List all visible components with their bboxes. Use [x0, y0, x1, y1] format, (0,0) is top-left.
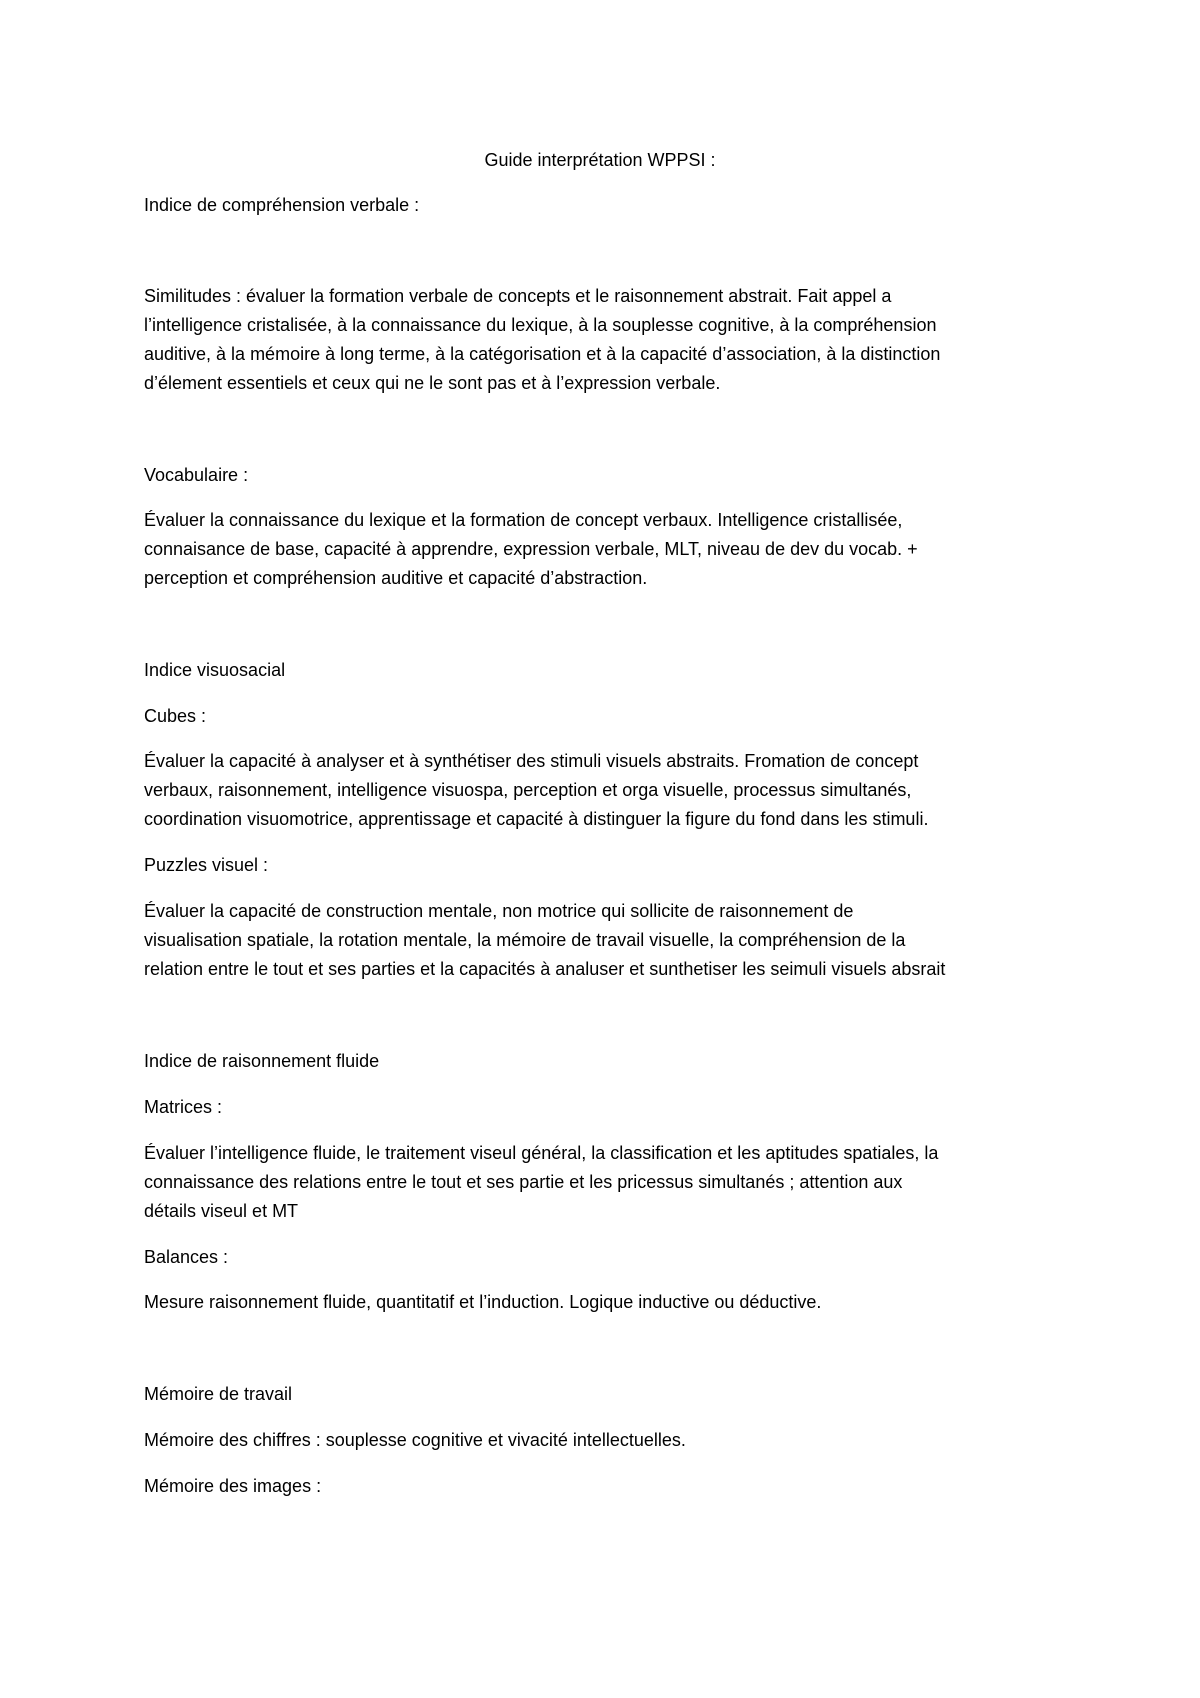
section-heading-visuospatial: Indice visuosacial: [144, 660, 286, 680]
balances-line-1: Mesure raisonnement fluide, quantitatif et l’induction. Logique inductive ou déductive.: [144, 1292, 822, 1312]
vocabulaire-line-3: perception et compréhension auditive et capacité d’abstraction.: [144, 568, 648, 588]
matrices-line-1: Évaluer l’intelligence fluide, le traitement viseul général, la classification et les aptitudes spatiales, la: [144, 1143, 939, 1163]
memoire-images-heading: Mémoire des images :: [144, 1476, 322, 1496]
similitudes-line-3: auditive, à la mémoire à long terme, à la catégorisation et à la capacité d’association, à la distinction: [144, 344, 941, 364]
matrices-line-2: connaissance des relations entre le tout et ses partie et les pricessus simultanés ; attention aux: [144, 1172, 903, 1192]
cubes-heading: Cubes :: [144, 706, 207, 726]
section-heading-fluid-reasoning: Indice de raisonnement fluide: [144, 1051, 380, 1071]
vocabulaire-heading: Vocabulaire :: [144, 465, 249, 485]
matrices-heading: Matrices :: [144, 1097, 223, 1117]
section-heading-verbal-comprehension: Indice de compréhension verbale :: [144, 195, 420, 215]
puzzles-heading: Puzzles visuel :: [144, 855, 269, 875]
vocabulaire-line-1: Évaluer la connaissance du lexique et la formation de concept verbaux. Intelligence cristallisée,: [144, 510, 903, 530]
vocabulaire-line-2: connaisance de base, capacité à apprendre, expression verbale, MLT, niveau de dev du vocab. +: [144, 539, 918, 559]
puzzles-line-3: relation entre le tout et ses parties et la capacités à analuser et sunthetiser les seimuli visuels absrait: [144, 959, 946, 979]
balances-heading: Balances :: [144, 1247, 229, 1267]
document-title: Guide interprétation WPPSI :: [484, 150, 716, 170]
similitudes-line-2: l’intelligence cristalisée, à la connaissance du lexique, à la souplesse cognitive, à la compréhension: [144, 315, 937, 335]
similitudes-line-1: Similitudes : évaluer la formation verbale de concepts et le raisonnement abstrait. Fait appel a: [144, 286, 892, 306]
cubes-line-3: coordination visuomotrice, apprentissage et capacité à distinguer la figure du fond dans les stimuli.: [144, 809, 929, 829]
section-heading-working-memory: Mémoire de travail: [144, 1384, 293, 1404]
puzzles-line-1: Évaluer la capacité de construction mentale, non motrice qui sollicite de raisonnement de: [144, 901, 854, 921]
cubes-line-2: verbaux, raisonnement, intelligence visuospa, perception et orga visuelle, processus simultanés,: [144, 780, 912, 800]
similitudes-line-4: d’élement essentiels et ceux qui ne le sont pas et à l’expression verbale.: [144, 373, 721, 393]
puzzles-line-2: visualisation spatiale, la rotation mentale, la mémoire de travail visuelle, la compréhension de la: [144, 930, 906, 950]
memoire-chiffres-line: Mémoire des chiffres : souplesse cognitive et vivacité intellectuelles.: [144, 1430, 686, 1450]
matrices-line-3: détails viseul et MT: [144, 1201, 299, 1221]
cubes-line-1: Évaluer la capacité à analyser et à synthétiser des stimuli visuels abstraits. Fromation de concept: [144, 751, 919, 771]
